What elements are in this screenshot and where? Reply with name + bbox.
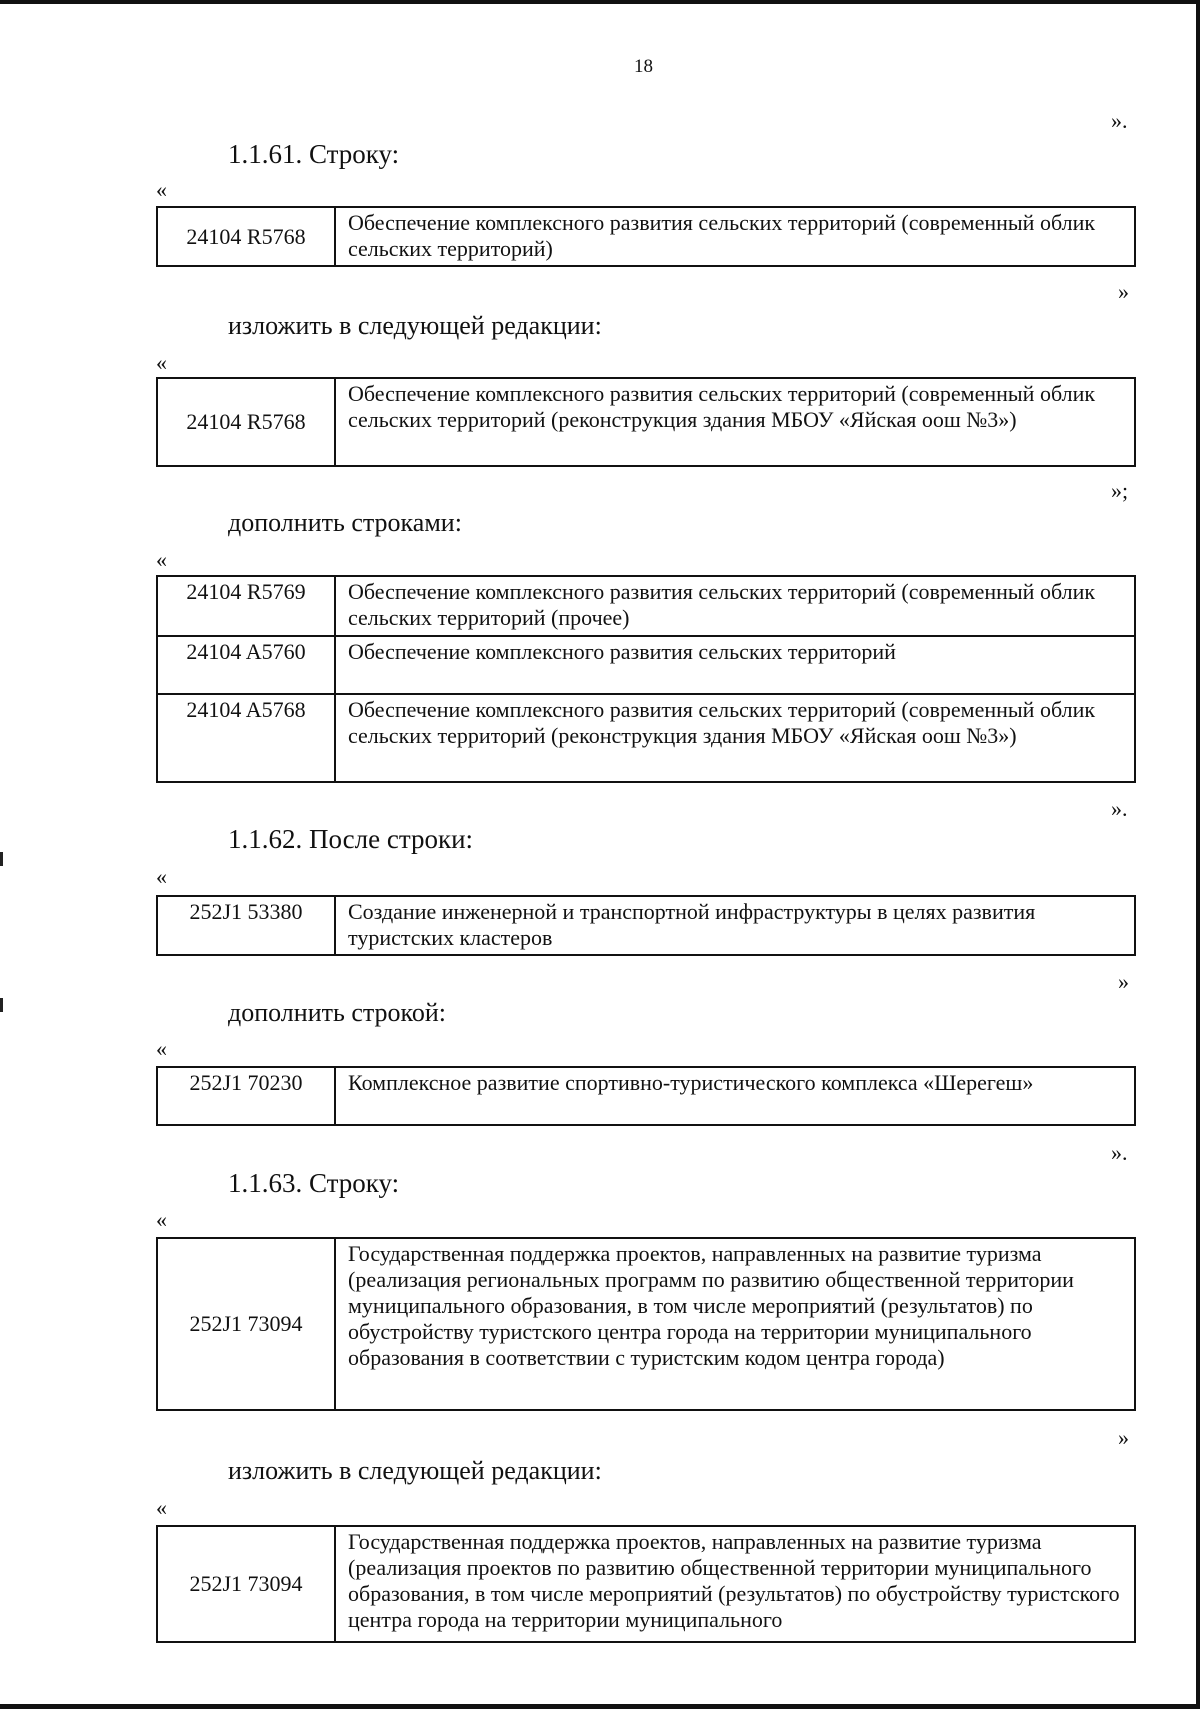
closing-quote: ».	[1111, 1140, 1128, 1165]
page-frame-right	[1196, 0, 1200, 1709]
page-number: 18	[634, 56, 653, 77]
old-row-table	[156, 1237, 1136, 1411]
page-frame-top	[0, 0, 1200, 4]
closing-quote: »;	[1111, 478, 1129, 503]
opening-quote: «	[156, 350, 167, 375]
table-row	[157, 378, 1135, 466]
table-row	[157, 207, 1135, 266]
closing-quote: »	[1118, 1425, 1129, 1450]
opening-quote: «	[156, 547, 167, 572]
budget-code: 252J1 73094	[157, 1238, 335, 1410]
opening-quote: «	[156, 864, 167, 889]
row-description: Обеспечение комплексного развития сельских территорий	[335, 636, 1135, 694]
new-row-table	[156, 1525, 1136, 1643]
table-row	[157, 1238, 1135, 1410]
added-row-table	[156, 1066, 1136, 1126]
table-row	[157, 896, 1135, 955]
table-row	[157, 576, 1135, 636]
scan-edge-mark	[0, 998, 3, 1012]
after-row-table	[156, 895, 1136, 956]
budget-code: 24104 R5768	[157, 378, 335, 466]
old-row-table	[156, 206, 1136, 267]
budget-code: 24104 R5769	[157, 576, 335, 636]
opening-quote: «	[156, 177, 167, 202]
budget-code: 252J1 70230	[157, 1067, 335, 1125]
section-heading-1-1-61: 1.1.61. Строку:	[228, 139, 400, 169]
row-description: Государственная поддержка проектов, направленных на развитие туризма (реализация региональных программ по развитию общественной территории муниципального образования, в том числе мероприятий (результатов) по обустройству туристского центра города на территории муниципального образования в соответствии с туристским кодом центра города)	[335, 1238, 1135, 1410]
table-row	[157, 694, 1135, 782]
closing-quote: ».	[1111, 108, 1128, 133]
budget-code: 252J1 53380	[157, 896, 335, 955]
add-instruction: дополнить строкой:	[228, 998, 446, 1027]
row-description: Обеспечение комплексного развития сельских территорий (современный облик сельских территорий (реконструкция здания МБОУ «Яйская оош №3»)	[335, 378, 1135, 466]
opening-quote: «	[156, 1495, 167, 1520]
section-heading-1-1-62: 1.1.62. После строки:	[228, 824, 474, 854]
budget-code: 24104 A5760	[157, 636, 335, 694]
added-rows-table	[156, 575, 1136, 783]
edit-instruction: изложить в следующей редакции:	[228, 1456, 602, 1485]
edit-instruction: изложить в следующей редакции:	[228, 311, 602, 340]
closing-quote: »	[1118, 279, 1129, 304]
budget-code: 24104 A5768	[157, 694, 335, 782]
scan-edge-mark	[0, 852, 3, 866]
new-row-table	[156, 377, 1136, 467]
closing-quote: ».	[1111, 796, 1128, 821]
table-row	[157, 1067, 1135, 1125]
opening-quote: «	[156, 1036, 167, 1061]
row-description: Обеспечение комплексного развития сельских территорий (современный облик сельских территорий)	[335, 207, 1135, 266]
page-frame-bottom	[0, 1704, 1200, 1709]
table-row	[157, 1526, 1135, 1642]
budget-code: 24104 R5768	[157, 207, 335, 266]
row-description: Создание инженерной и транспортной инфраструктуры в целях развития туристских кластеров	[335, 896, 1135, 955]
budget-code: 252J1 73094	[157, 1526, 335, 1642]
table-row	[157, 636, 1135, 694]
row-description: Государственная поддержка проектов, направленных на развитие туризма (реализация проектов по развитию общественной территории муниципального образования, в том числе мероприятий (результатов) по обустройству туристского центра города на территории муниципального	[335, 1526, 1135, 1642]
section-heading-1-1-63: 1.1.63. Строку:	[228, 1168, 400, 1198]
opening-quote: «	[156, 1207, 167, 1232]
row-description: Обеспечение комплексного развития сельских территорий (современный облик сельских территорий (прочее)	[335, 576, 1135, 636]
row-description: Комплексное развитие спортивно-туристического комплекса «Шерегеш»	[335, 1067, 1135, 1125]
closing-quote: »	[1118, 969, 1129, 994]
row-description: Обеспечение комплексного развития сельских территорий (современный облик сельских территорий (реконструкция здания МБОУ «Яйская оош №3»)	[335, 694, 1135, 782]
add-instruction: дополнить строками:	[228, 508, 462, 537]
